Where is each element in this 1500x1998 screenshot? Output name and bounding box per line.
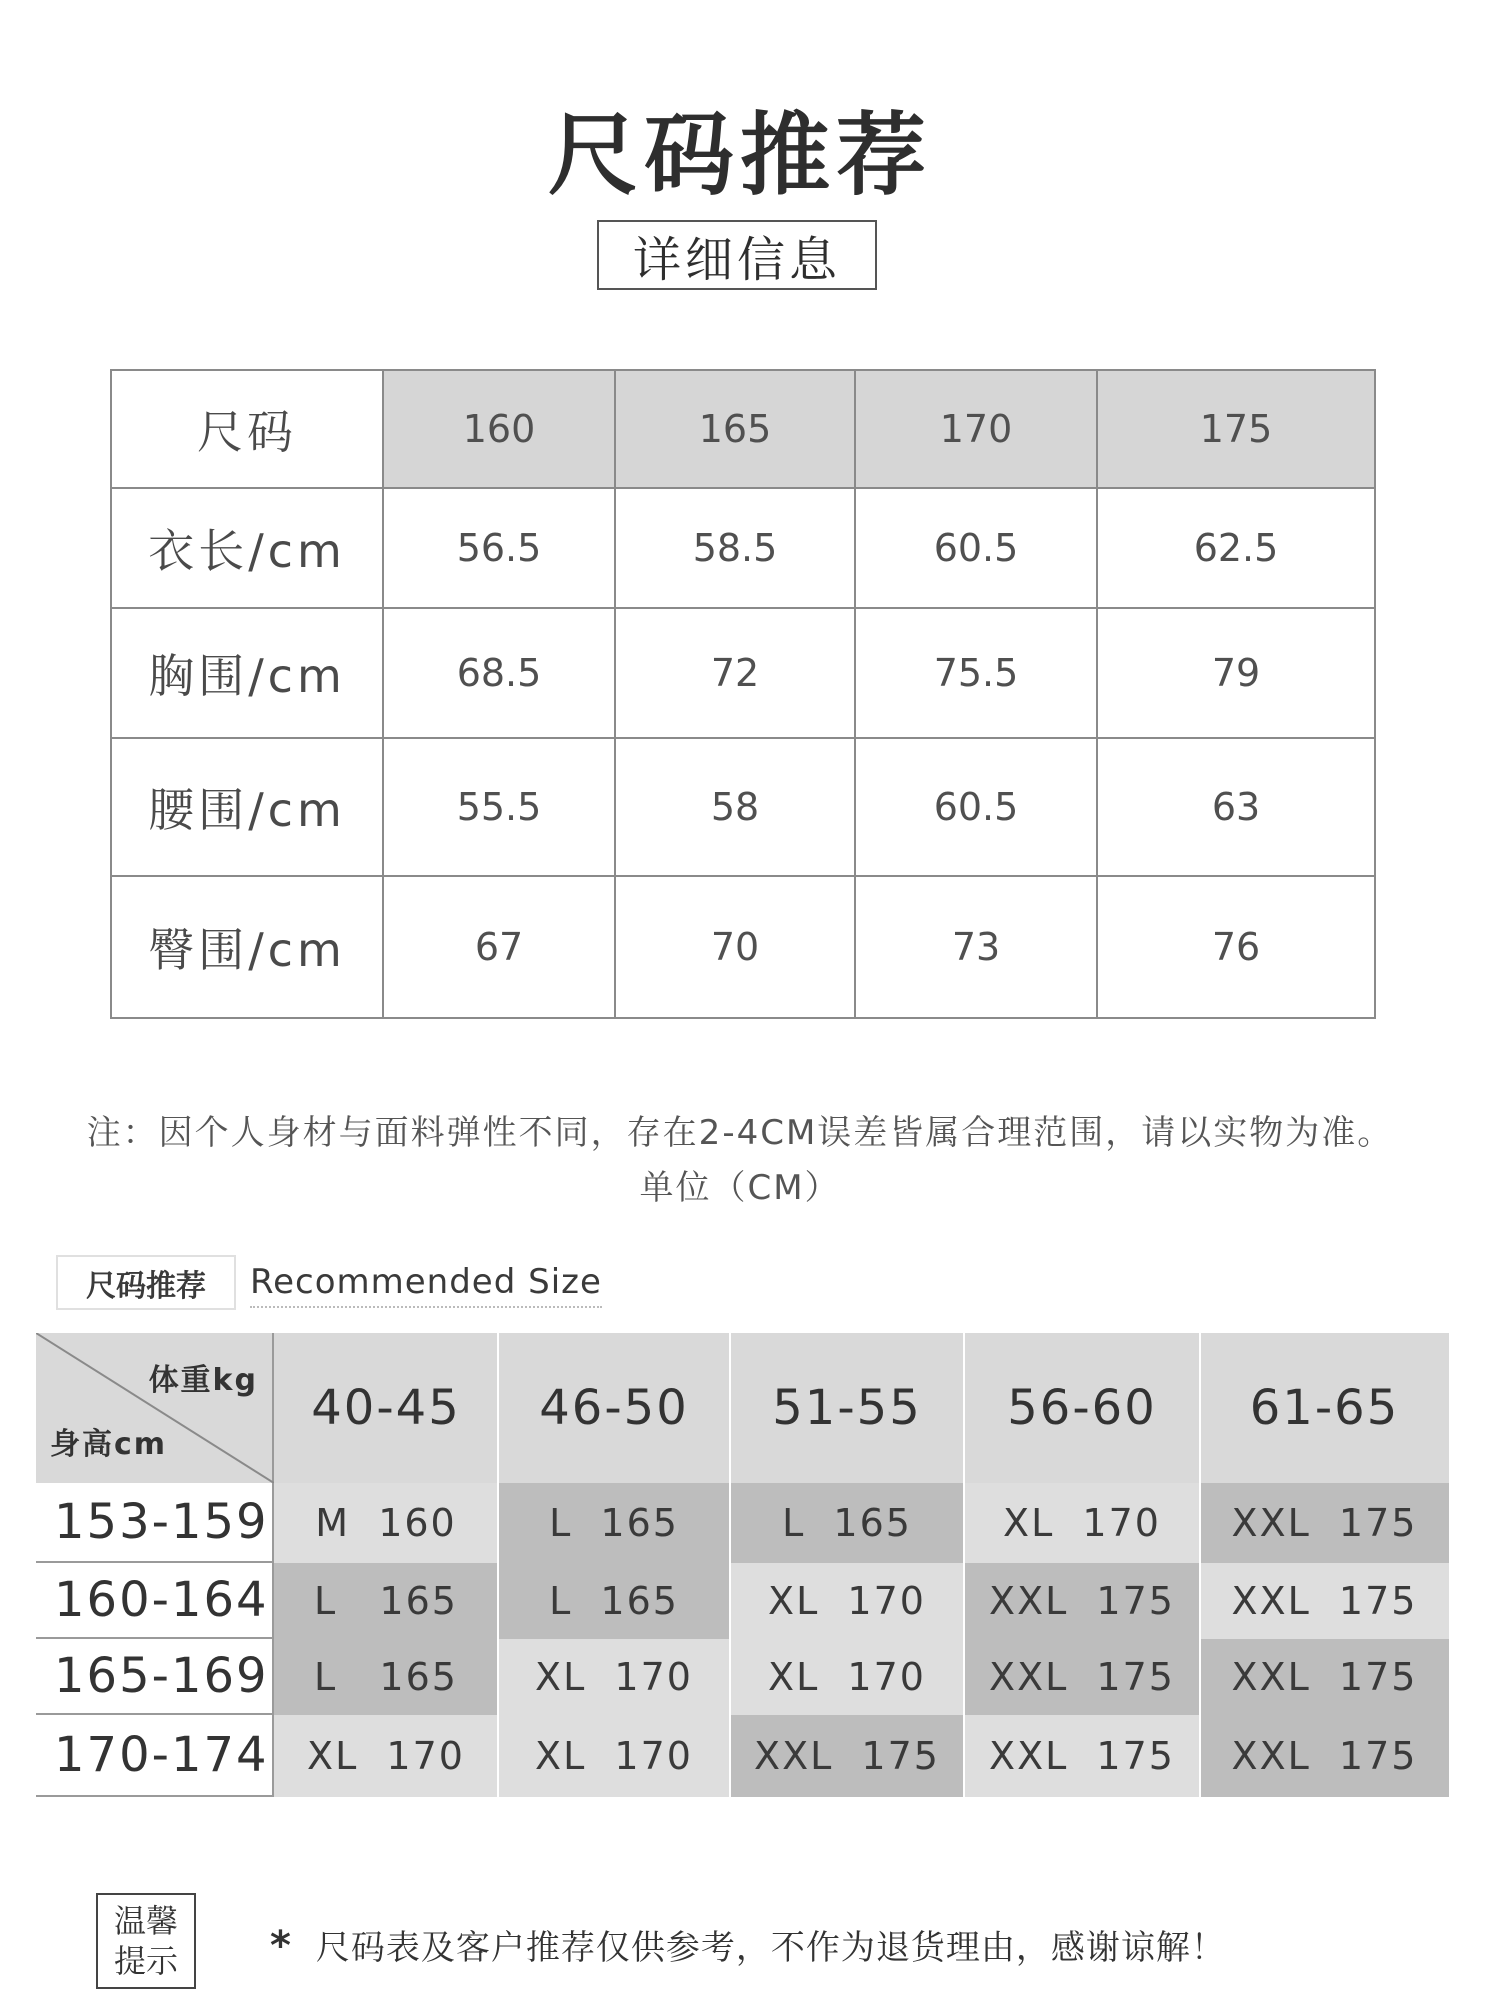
recommended-size-cell: XXL 175 bbox=[730, 1715, 964, 1797]
warm-tip-box bbox=[96, 1893, 196, 1989]
size-header-cell: 160 bbox=[384, 371, 616, 489]
recommended-size-cell: XL 170 bbox=[730, 1563, 964, 1639]
measure-value-cell: 60.5 bbox=[856, 739, 1098, 877]
weight-header-cell: 51-55 bbox=[730, 1333, 964, 1483]
measure-value-cell: 68.5 bbox=[384, 609, 616, 739]
measure-value-cell: 72 bbox=[616, 609, 856, 739]
asterisk-icon: * bbox=[270, 1923, 292, 1969]
recommended-size-cell: XXL 175 bbox=[1200, 1483, 1449, 1563]
recommended-size-cell: L 165 bbox=[498, 1483, 730, 1563]
recommendation-table bbox=[36, 1333, 1449, 1809]
subtitle-box: 详细信息 bbox=[597, 220, 877, 290]
column-divider bbox=[729, 1333, 731, 1797]
column-divider bbox=[1199, 1333, 1201, 1797]
recommended-size-cell: XXL 175 bbox=[1200, 1639, 1449, 1715]
weight-header-cell: 46-50 bbox=[498, 1333, 730, 1483]
measure-row-label: 臀围/cm bbox=[112, 877, 384, 1017]
measure-value-cell: 58.5 bbox=[616, 489, 856, 609]
recommended-size-cell: XL 170 bbox=[498, 1715, 730, 1797]
measure-row-label: 胸围/cm bbox=[112, 609, 384, 739]
corner-header bbox=[36, 1333, 274, 1483]
measure-value-cell: 75.5 bbox=[856, 609, 1098, 739]
recommended-size-cell: L 165 bbox=[730, 1483, 964, 1563]
recommended-size-cell: L 165 bbox=[498, 1563, 730, 1639]
recommended-size-cell: XL 170 bbox=[498, 1639, 730, 1715]
recommended-size-cell: M 160 bbox=[274, 1483, 498, 1563]
recommended-size-cell: XXL 175 bbox=[1200, 1715, 1449, 1797]
size-header-cell: 165 bbox=[616, 371, 856, 489]
weight-header-cell: 61-65 bbox=[1200, 1333, 1449, 1483]
recommended-size-cell: XXL 175 bbox=[964, 1715, 1200, 1797]
measure-value-cell: 70 bbox=[616, 877, 856, 1017]
recommended-size-cell: XL 170 bbox=[730, 1639, 964, 1715]
unit-note: 单位（CM） bbox=[639, 1168, 841, 1208]
recommended-size-cell: XXL 175 bbox=[964, 1639, 1200, 1715]
tip-text: 尺码表及客户推荐仅供参考，不作为退货理由，感谢谅解！ bbox=[315, 1928, 1226, 1968]
measure-value-cell: 79 bbox=[1098, 609, 1374, 739]
recommended-size-cell: XL 170 bbox=[274, 1715, 498, 1797]
height-row-label: 170-174 bbox=[36, 1715, 274, 1797]
recommended-size-cell: XL 170 bbox=[964, 1483, 1200, 1563]
weight-header-cell: 40-45 bbox=[274, 1333, 498, 1483]
page-title: 尺码推荐 bbox=[548, 103, 932, 208]
weight-header-cell: 56-60 bbox=[964, 1333, 1200, 1483]
size-header-cell: 175 bbox=[1098, 371, 1374, 489]
recommended-size-cell: XXL 175 bbox=[1200, 1563, 1449, 1639]
column-divider bbox=[963, 1333, 965, 1797]
measure-row-label: 衣长/cm bbox=[112, 489, 384, 609]
measure-row-label: 腰围/cm bbox=[112, 739, 384, 877]
tip-box-line2: 提示 bbox=[113, 1942, 178, 1980]
measure-value-cell: 58 bbox=[616, 739, 856, 877]
tip-box-line1: 温馨 bbox=[113, 1902, 178, 1940]
size-corner-label: 尺码 bbox=[112, 371, 384, 489]
note-line: 注：因个人身材与面料弹性不同，存在2-4CM误差皆属合理范围，请以实物为准。 bbox=[86, 1113, 1394, 1153]
measure-value-cell: 73 bbox=[856, 877, 1098, 1017]
recommended-size-cell: L 165 bbox=[274, 1563, 498, 1639]
height-axis-label: 身高cm bbox=[50, 1427, 168, 1462]
weight-axis-label: 体重kg bbox=[148, 1363, 258, 1398]
recommended-size-cell: XXL 175 bbox=[964, 1563, 1200, 1639]
tip-text-line bbox=[270, 1920, 1226, 1969]
recommended-size-cell: L 165 bbox=[274, 1639, 498, 1715]
recommended-size-tab: 尺码推荐 bbox=[56, 1255, 236, 1310]
measurement-table bbox=[110, 369, 1376, 1019]
measure-value-cell: 67 bbox=[384, 877, 616, 1017]
measure-value-cell: 55.5 bbox=[384, 739, 616, 877]
size-header-cell: 170 bbox=[856, 371, 1098, 489]
recommended-size-english: Recommended Size bbox=[250, 1262, 602, 1308]
column-divider bbox=[497, 1333, 499, 1797]
height-row-label: 165-169 bbox=[36, 1639, 274, 1715]
height-row-label: 153-159 bbox=[36, 1483, 274, 1563]
measure-value-cell: 56.5 bbox=[384, 489, 616, 609]
measure-value-cell: 60.5 bbox=[856, 489, 1098, 609]
measure-value-cell: 63 bbox=[1098, 739, 1374, 877]
measure-value-cell: 76 bbox=[1211, 925, 1261, 969]
measure-value-cell: 62.5 bbox=[1098, 489, 1374, 609]
height-row-label: 160-164 bbox=[36, 1563, 274, 1639]
